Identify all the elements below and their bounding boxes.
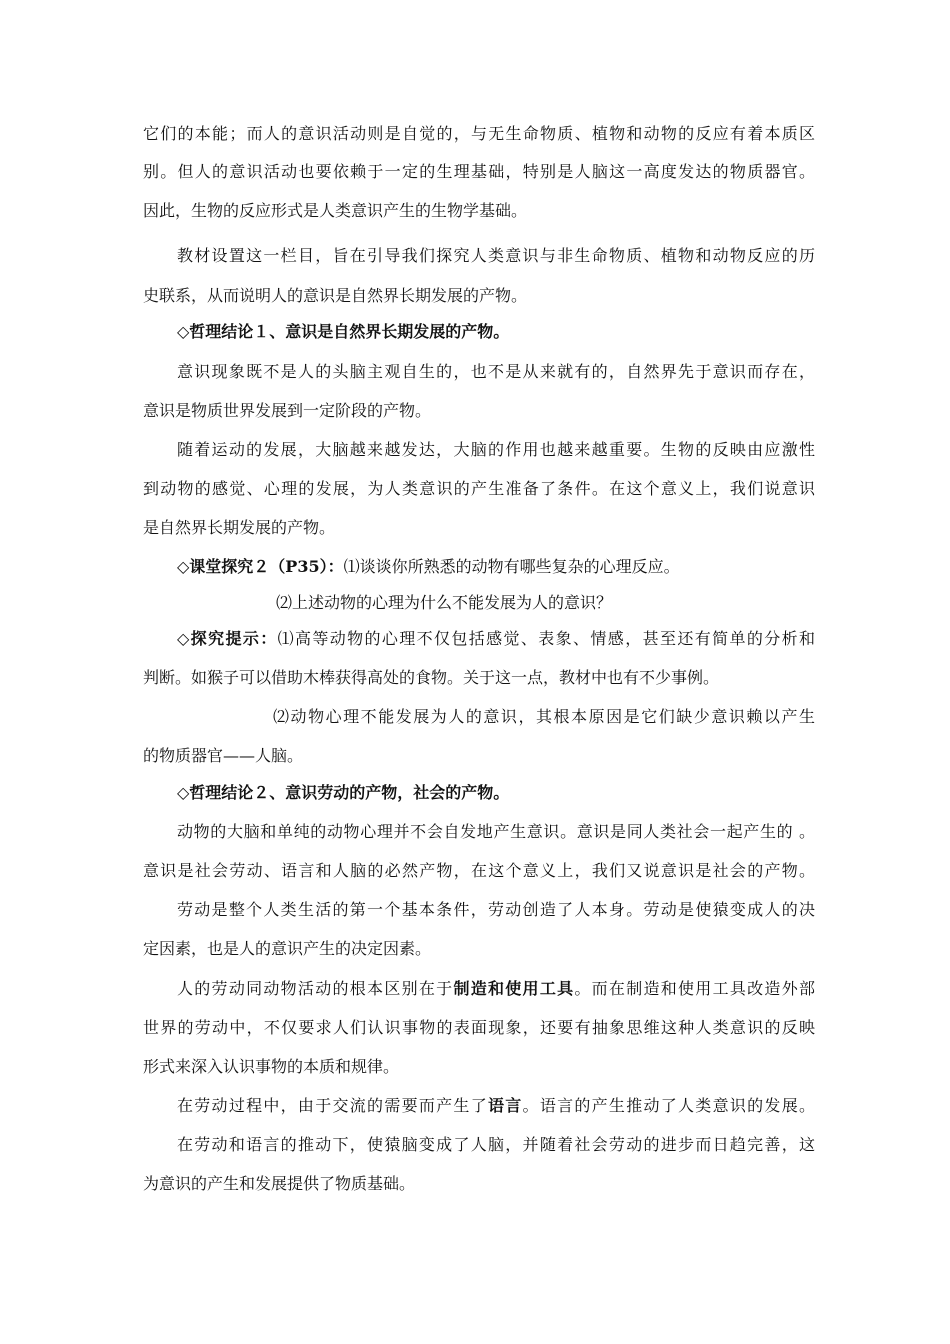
paragraph-line: 教材设置这一栏目，旨在引导我们探究人类意识与非生命物质、植物和动物反应的历 xyxy=(177,246,815,265)
inquiry-hint-text: ⑴高等动物的心理不仅包括感觉、表象、情感，甚至还有简单的分析和 xyxy=(277,629,815,648)
paragraph-line: 为意识的产生和发展提供了物质基础。 xyxy=(143,1174,416,1193)
section-heading-conclusion-2: ◇哲理结论２、意识劳动的产物，社会的产物。 xyxy=(177,783,510,802)
paragraph-line-with-emphasis xyxy=(177,1094,815,1118)
paragraph-line: 意识现象既不是人的头脑主观自生的，也不是从来就有的，自然界先于意识而存在， xyxy=(177,362,815,381)
paragraph-line: 是自然界长期发展的产物。 xyxy=(143,518,336,537)
paragraph-line: 意识是物质世界发展到一定阶段的产物。 xyxy=(143,401,432,420)
paragraph-line-with-emphasis xyxy=(177,977,815,1001)
paragraph-line: 定因素，也是人的意识产生的决定因素。 xyxy=(143,939,432,958)
paragraph-text: 。语言的产生推动了人类意识的发展。 xyxy=(522,1096,815,1115)
paragraph-text: 在劳动过程中，由于交流的需要而产生了 xyxy=(177,1096,488,1115)
classroom-inquiry-question-2: ⑵上述动物的心理为什么不能发展为人的意识？ xyxy=(276,593,613,612)
paragraph-text: 。而在制造和使用工具改造外部 xyxy=(574,979,815,998)
inquiry-hint-line xyxy=(177,627,815,651)
section-heading-conclusion-1: ◇哲理结论１、意识是自然界长期发展的产物。 xyxy=(177,322,510,341)
classroom-inquiry-question-1: ⑴谈谈你所熟悉的动物有哪些复杂的心理反应。 xyxy=(343,557,680,576)
paragraph-line: ⑵动物心理不能发展为人的意识，其根本原因是它们缺少意识赖以产生 xyxy=(273,707,815,726)
paragraph-line: 到动物的感觉、心理的发展，为人类意识的产生准备了条件。在这个意义上，我们说意识 xyxy=(143,479,815,498)
paragraph-line: 在劳动和语言的推动下，使猿脑变成了人脑，并随着社会劳动的进步而日趋完善，这 xyxy=(177,1135,815,1154)
paragraph-line: 意识是社会劳动、语言和人脑的必然产物，在这个意义上，我们又说意识是社会的产物。 xyxy=(143,861,815,880)
paragraph-line: 它们的本能；而人的意识活动则是自觉的，与无生命物质、植物和动物的反应有着本质区 xyxy=(143,124,815,143)
paragraph-text: 人的劳动同动物活动的根本区别在于 xyxy=(177,979,454,998)
paragraph-line: 史联系，从而说明人的意识是自然界长期发展的产物。 xyxy=(143,286,528,305)
classroom-inquiry-label: ◇课堂探究２（P35）： xyxy=(177,557,344,576)
emphasis-language: 语言 xyxy=(487,1096,523,1115)
paragraph-line: 因此，生物的反应形式是人类意识产生的生物学基础。 xyxy=(143,201,528,220)
paragraph-line: 世界的劳动中，不仅要求人们认识事物的表面现象，还要有抽象思维这种人类意识的反映 xyxy=(143,1018,815,1037)
paragraph-line: 随着运动的发展，大脑越来越发达，大脑的作用也越来越重要。生物的反映由应激性 xyxy=(177,440,815,459)
paragraph-line: 判断。如猴子可以借助木棒获得高处的食物。关于这一点，教材中也有不少事例。 xyxy=(143,668,720,687)
emphasis-tools: 制造和使用工具 xyxy=(453,979,575,998)
paragraph-line: 的物质器官——人脑。 xyxy=(143,746,304,765)
paragraph-line: 形式来深入认识事物的本质和规律。 xyxy=(143,1057,400,1076)
paragraph-line: 别。但人的意识活动也要依赖于一定的生理基础，特别是人脑这一高度发达的物质器官。 xyxy=(143,162,815,181)
inquiry-hint-label: ◇探究提示： xyxy=(177,629,278,648)
classroom-inquiry-line xyxy=(177,555,680,579)
paragraph-line: 劳动是整个人类生活的第一个基本条件，劳动创造了人本身。劳动是使猿变成人的决 xyxy=(177,900,815,919)
paragraph-line: 动物的大脑和单纯的动物心理并不会自发地产生意识。意识是同人类社会一起产生的 。 xyxy=(177,822,815,841)
